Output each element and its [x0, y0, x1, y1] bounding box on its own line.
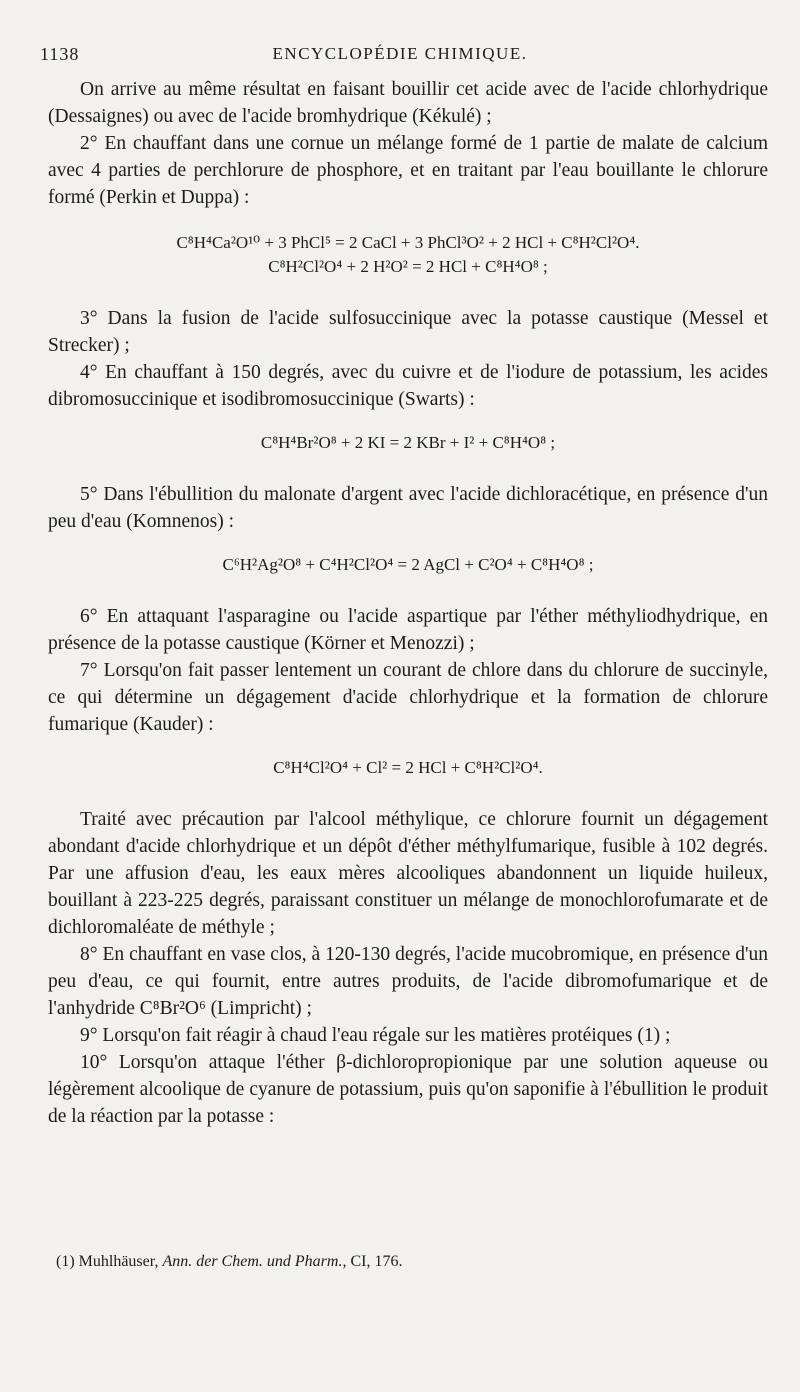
formula: C⁶H²Ag²O⁸ + C⁴H²Cl²O⁴ = 2 AgCl + C²O⁴ + C⁸H⁴O⁸ ;	[222, 555, 594, 574]
footnote-journal: Ann. der Chem. und Pharm.,	[162, 1253, 347, 1270]
page-number: 1138	[40, 44, 80, 64]
paragraph: 5° Dans l'ébullition du malonate d'argent avec l'acide dichloracétique, en présence d'un peu d'eau (Komnenos) :	[48, 484, 768, 532]
formula: C⁸H⁴Ca²O¹⁰ + 3 PhCl⁵ = 2 CaCl + 3 PhCl³O² + 2 HCl + C⁸H²Cl²O⁴.	[176, 233, 640, 252]
footnote-reference: CI, 176.	[350, 1253, 403, 1270]
running-title: ENCYCLOPÉDIE CHIMIQUE.	[272, 44, 528, 63]
page-body	[48, 76, 768, 1130]
paragraph: 2° En chauffant dans une cornue un mélange formé de 1 partie de malate de calcium avec 4 parties de perchlorure de phosphore, et en traitant par l'eau bouillante le chlorure formé (Perkin et Duppa) :	[48, 133, 768, 208]
formula: C⁸H⁴Cl²O⁴ + Cl² = 2 HCl + C⁸H²Cl²O⁴.	[273, 758, 543, 777]
footnote	[56, 1252, 756, 1272]
footnote-marker: (1)	[56, 1253, 75, 1270]
paragraph: 6° En attaquant l'asparagine ou l'acide aspartique par l'éther méthyliodhydrique, en présence de la potasse caustique (Körner et Menozzi) ;	[48, 606, 768, 654]
paragraph: 7° Lorsqu'on fait passer lentement un courant de chlore dans du chlorure de succinyle, ce qui détermine un dégagement d'acide chlorhydrique et la formation de chlorure fumarique (Kauder) :	[48, 660, 768, 735]
formula: C⁸H⁴Br²O⁸ + 2 KI = 2 KBr + I² + C⁸H⁴O⁸ ;	[260, 433, 556, 452]
paragraph: On arrive au même résultat en faisant bouillir cet acide avec de l'acide chlorhydrique (Dessaignes) ou avec de l'acide bromhydrique (Kékulé) ;	[48, 79, 768, 127]
paragraph: 3° Dans la fusion de l'acide sulfosuccinique avec la potasse caustique (Messel et Strecker) ;	[48, 308, 768, 356]
page-header	[40, 44, 760, 68]
formula-block	[48, 231, 768, 279]
formula: C⁸H²Cl²O⁴ + 2 H²O² = 2 HCl + C⁸H⁴O⁸ ;	[268, 257, 548, 276]
footnote-author: Muhlhäuser,	[78, 1253, 159, 1270]
paragraph: Traité avec précaution par l'alcool méthylique, ce chlorure fournit un dégagement abondant d'acide chlorhydrique et un dépôt d'éther méthylfumarique, fusible à 102 degrés. Par une affusion d'eau, les eaux mères alcooliques abandonnent un liquide huileux, bouillant à 223-225 degrés, paraissant constituer un mélange de monochlorofumarate et de dichloromaléate de méthyle ;	[48, 809, 768, 938]
paragraph: 8° En chauffant en vase clos, à 120-130 degrés, l'acide mucobromique, en présence d'un peu d'eau, ce qui fournit, entre autres produits, de l'acide dibromofumarique et de l'anhydride C⁸Br²O⁶ (Limpricht) ;	[48, 944, 768, 1019]
paragraph: 9° Lorsqu'on fait réagir à chaud l'eau régale sur les matières protéiques (1) ;	[80, 1025, 671, 1046]
paragraph: 10° Lorsqu'on attaque l'éther β-dichloropropionique par une solution aqueuse ou légèrement alcoolique de cyanure de potassium, puis qu'on saponifie à l'ébullition le produit de la réaction par la potasse :	[48, 1052, 768, 1127]
paragraph: 4° En chauffant à 150 degrés, avec du cuivre et de l'iodure de potassium, les acides dibromosuccinique et isodibromosuccinique (Swarts) :	[48, 362, 768, 410]
